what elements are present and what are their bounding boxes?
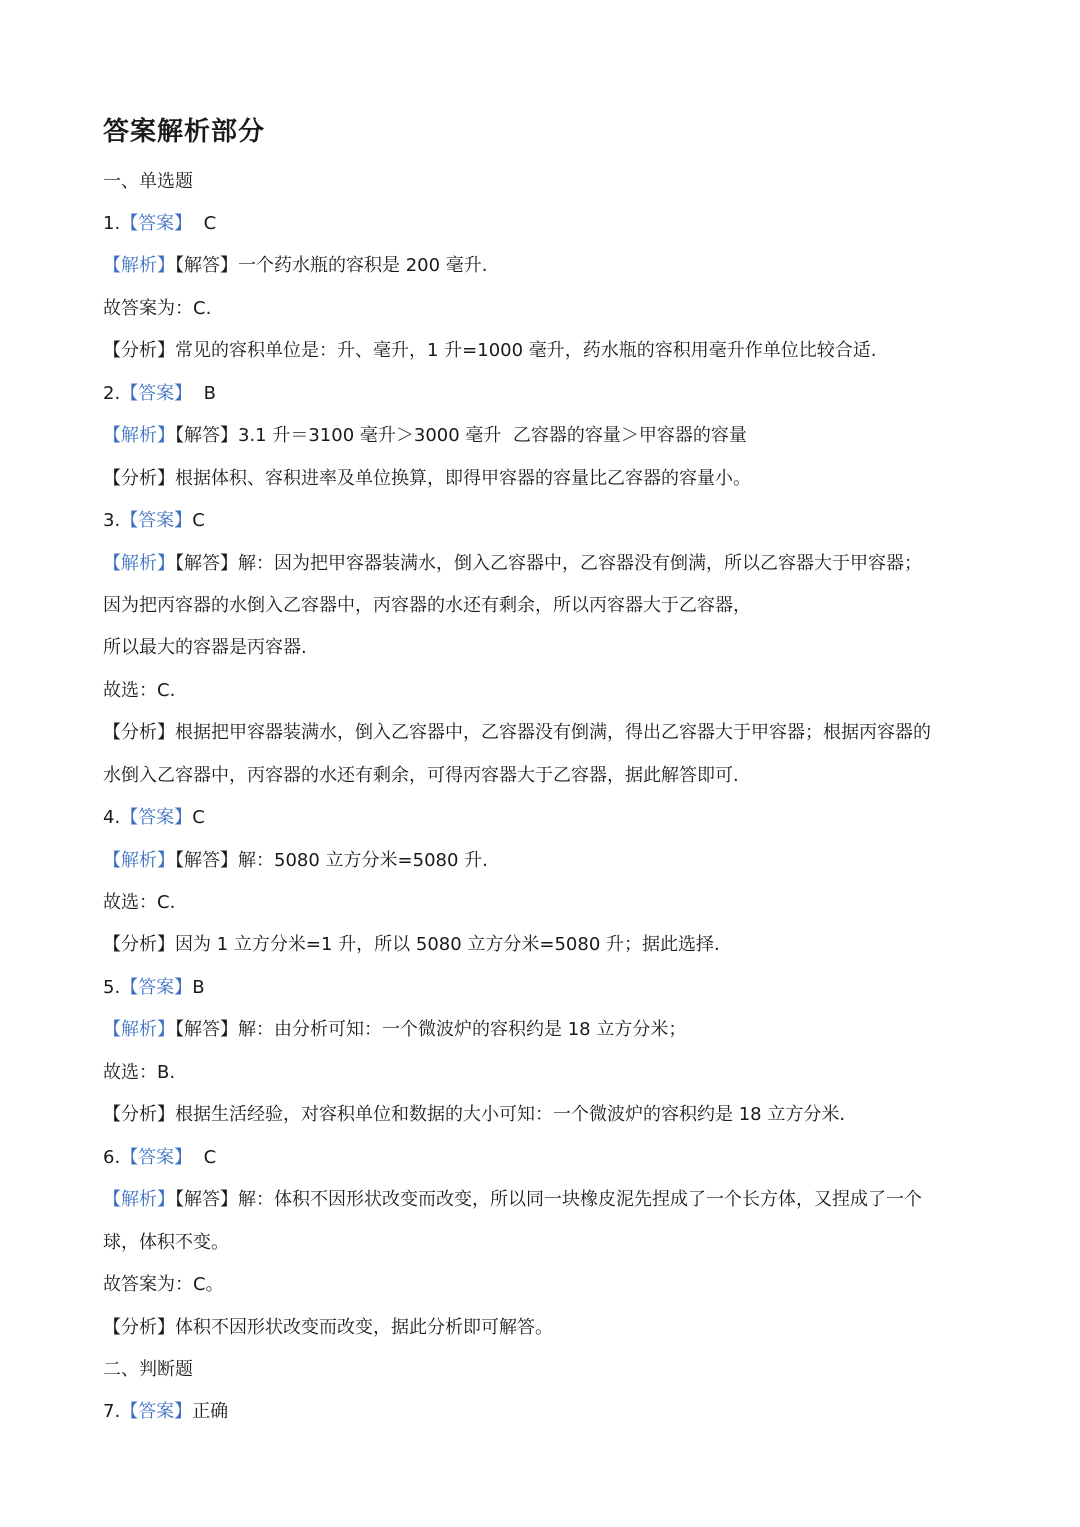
page-title: 答案解析部分 bbox=[103, 117, 266, 147]
text-line bbox=[103, 676, 983, 706]
label-tag: 【解析】 bbox=[103, 850, 175, 871]
line-text: 【解答】解：由分析可知：一个微波炉的容积约是 18 立方分米； bbox=[175, 1019, 687, 1040]
text-line bbox=[103, 549, 983, 579]
line-text: 【解答】一个药水瓶的容积是 200 毫升. bbox=[175, 255, 488, 276]
line-text: 【分析】因为 1 立方分米=1 升，所以 5080 立方分米=5080 升；据此选择. bbox=[103, 934, 720, 955]
line-text: 故答案为：C. bbox=[103, 298, 212, 319]
text-line bbox=[103, 846, 983, 876]
label-tag: 【答案】 bbox=[120, 977, 193, 998]
line-text: 5. bbox=[103, 977, 121, 998]
line-text: 故答案为：C。 bbox=[103, 1274, 224, 1295]
text-line bbox=[103, 888, 983, 918]
line-text: 一、单选题 bbox=[103, 171, 193, 192]
text-line bbox=[103, 1015, 983, 1045]
line-text: 【解答】解：体积不因形状改变而改变，所以同一块橡皮泥先捏成了一个长方体，又捏成了一个 bbox=[175, 1189, 922, 1210]
text-line bbox=[103, 1228, 983, 1258]
text-line bbox=[103, 379, 983, 409]
text-line bbox=[103, 1270, 983, 1300]
label-tag: 【解析】 bbox=[103, 1189, 175, 1210]
text-line bbox=[103, 251, 983, 281]
text-line bbox=[103, 591, 983, 621]
line-text: 故选：B. bbox=[103, 1062, 176, 1083]
text-line bbox=[103, 464, 983, 494]
line-text: 1. bbox=[103, 213, 121, 234]
line-text: 水倒入乙容器中，丙容器的水还有剩余，可得丙容器大于乙容器，据此解答即可. bbox=[103, 765, 739, 786]
text-line bbox=[103, 761, 983, 791]
line-text: B bbox=[192, 977, 205, 998]
label-tag: 【答案】 bbox=[120, 1147, 193, 1168]
line-text: C bbox=[192, 1147, 217, 1168]
label-tag: 【答案】 bbox=[120, 1401, 193, 1422]
line-text: 【解答】3.1 升＝3100 毫升＞3000 毫升 乙容器的容量＞甲容器的容量 bbox=[175, 425, 747, 446]
line-text: 2. bbox=[103, 383, 121, 404]
line-text: 3. bbox=[103, 510, 121, 531]
label-tag: 【答案】 bbox=[120, 807, 193, 828]
line-text: 正确 bbox=[192, 1401, 229, 1422]
line-text: B bbox=[192, 383, 216, 404]
line-text: 故选：C. bbox=[103, 892, 176, 913]
line-text: 二、判断题 bbox=[103, 1359, 193, 1380]
text-line bbox=[103, 421, 983, 451]
text-line bbox=[103, 973, 983, 1003]
line-text: 4. bbox=[103, 807, 121, 828]
line-text: C bbox=[192, 213, 217, 234]
line-text: 7. bbox=[103, 1401, 121, 1422]
text-line bbox=[103, 930, 983, 960]
text-line bbox=[103, 1058, 983, 1088]
text-line bbox=[103, 1143, 983, 1173]
label-tag: 【答案】 bbox=[120, 510, 193, 531]
text-line bbox=[103, 167, 983, 197]
label-tag: 【解析】 bbox=[103, 553, 175, 574]
line-text: C bbox=[192, 510, 205, 531]
text-line bbox=[103, 209, 983, 239]
line-text: 因为把丙容器的水倒入乙容器中，丙容器的水还有剩余，所以丙容器大于乙容器， bbox=[103, 595, 751, 616]
text-line bbox=[103, 1313, 983, 1343]
text-line bbox=[103, 718, 983, 748]
line-text: 【分析】体积不因形状改变而改变，据此分析即可解答。 bbox=[103, 1317, 553, 1338]
line-text: 【分析】根据体积、容积进率及单位换算，即得甲容器的容量比乙容器的容量小。 bbox=[103, 468, 751, 489]
line-text: 【解答】解：因为把甲容器装满水，倒入乙容器中，乙容器没有倒满，所以乙容器大于甲容器； bbox=[175, 553, 922, 574]
text-line bbox=[103, 294, 983, 324]
line-text: 6. bbox=[103, 1147, 121, 1168]
line-text: 【分析】根据把甲容器装满水，倒入乙容器中，乙容器没有倒满，得出乙容器大于甲容器；根据丙容器的 bbox=[103, 722, 931, 743]
text-line bbox=[103, 633, 983, 663]
label-tag: 【解析】 bbox=[103, 255, 175, 276]
label-tag: 【解析】 bbox=[103, 1019, 175, 1040]
label-tag: 【答案】 bbox=[120, 213, 193, 234]
text-line bbox=[103, 1100, 983, 1130]
line-text: 【分析】根据生活经验，对容积单位和数据的大小可知：一个微波炉的容积约是 18 立方分米. bbox=[103, 1104, 846, 1125]
line-text: 【分析】常见的容积单位是：升、毫升，1 升=1000 毫升，药水瓶的容积用毫升作单位比较合适. bbox=[103, 340, 877, 361]
label-tag: 【答案】 bbox=[120, 383, 193, 404]
text-line bbox=[103, 506, 983, 536]
line-text: C bbox=[192, 807, 205, 828]
text-line bbox=[103, 803, 983, 833]
line-text: 【解答】解：5080 立方分米=5080 升. bbox=[175, 850, 488, 871]
text-line bbox=[103, 1397, 983, 1427]
line-text: 球，体积不变。 bbox=[103, 1232, 229, 1253]
text-line bbox=[103, 336, 983, 366]
label-tag: 【解析】 bbox=[103, 425, 175, 446]
text-line bbox=[103, 1185, 983, 1215]
text-line bbox=[103, 1355, 983, 1385]
line-text: 所以最大的容器是丙容器. bbox=[103, 637, 307, 658]
line-text: 故选：C. bbox=[103, 680, 176, 701]
